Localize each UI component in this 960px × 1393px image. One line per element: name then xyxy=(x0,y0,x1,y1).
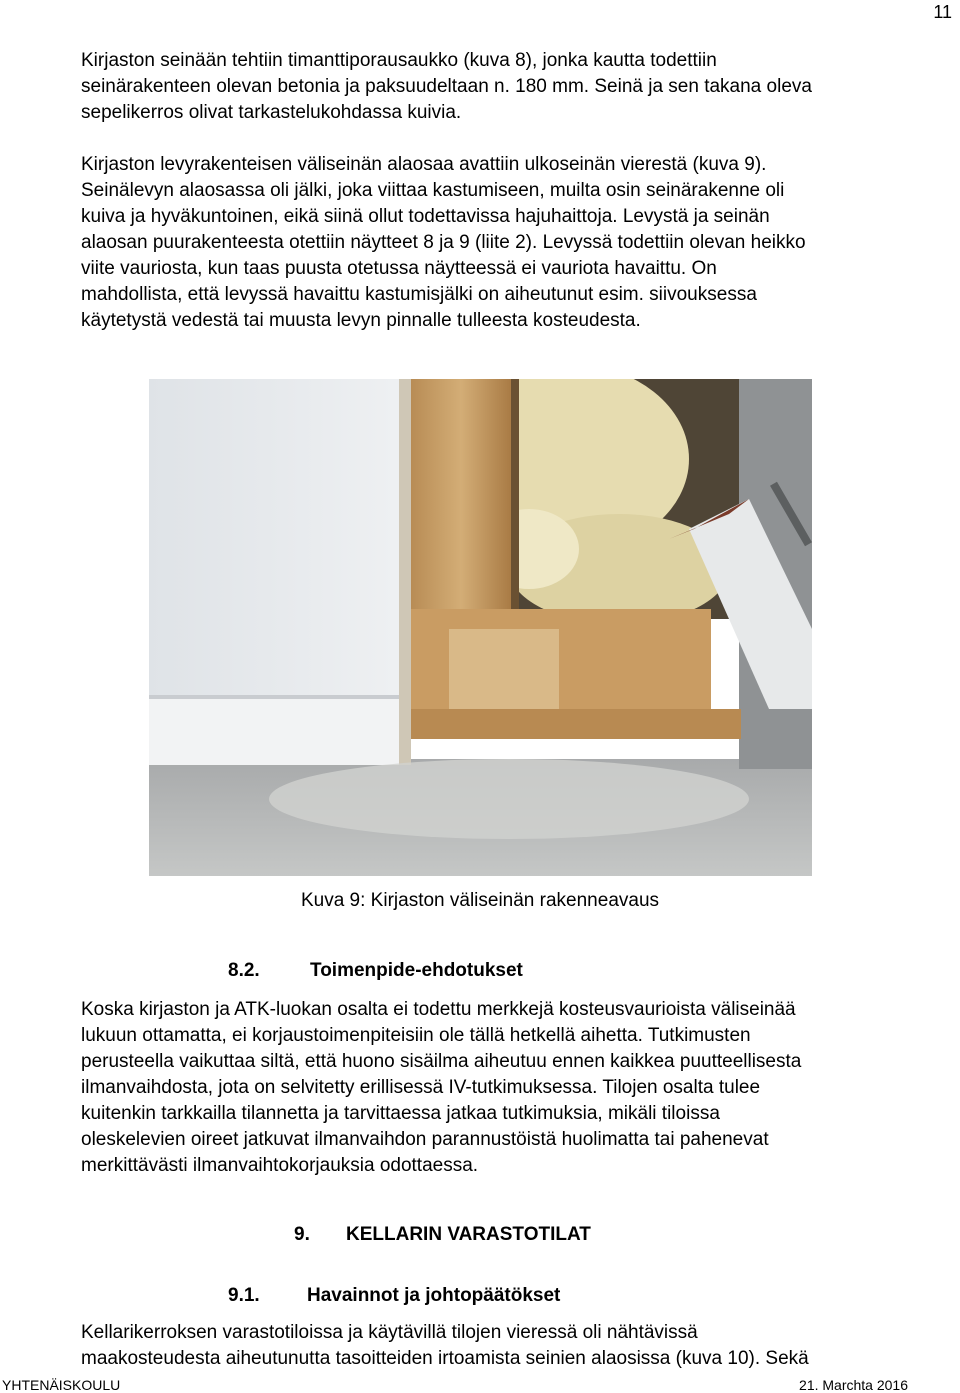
section-heading-9-1 xyxy=(228,1283,560,1309)
paragraph-line: lukuun ottamatta, ei korjaustoimenpiteisiin ole tällä hetkellä aihetta. Tutkimusten xyxy=(81,1025,751,1046)
section-heading-8-2 xyxy=(228,958,523,984)
paragraph-line: Koska kirjaston ja ATK-luokan osalta ei todettu merkkejä kosteusvaurioista väliseinää xyxy=(81,999,796,1020)
paragraph-line: Kellarikerroksen varastotiloissa ja käytävillä tilojen vieressä oli nähtävissä xyxy=(81,1322,698,1343)
paragraph-line: Kirjaston levyrakenteisen väliseinän alaosaa avattiin ulkoseinän vierestä (kuva 9). xyxy=(81,154,767,175)
paragraph-line: merkittävästi ilmanvaihtokorjauksia odottaessa. xyxy=(81,1155,479,1176)
paragraph-line: ilmanvaihdosta, jota on selvitetty erillisessä IV-tutkimuksessa. Tilojen osalta tulee xyxy=(81,1077,761,1098)
section-title: Toimenpide-ehdotukset xyxy=(310,960,523,981)
paragraph-recommendations xyxy=(81,997,951,1179)
paragraph-line: kuiva ja hyväkuntoinen, eikä siinä ollut todettavissa hajuhaittoja. Levystä ja seinän xyxy=(81,206,770,227)
page-number: 11 xyxy=(933,2,952,22)
footer-school-name: YHTENÄISKOULU xyxy=(2,1377,121,1393)
section-number: 8.2. xyxy=(228,960,260,981)
paragraph-line: alaosan puurakenteesta otettiin näytteet 8 ja 9 (liite 2). Levyssä todettiin olevan heikko xyxy=(81,232,806,253)
paragraph-line: Seinälevyn alaosassa oli jälki, joka viittaa kastumiseen, muilta osin seinärakenne oli xyxy=(81,180,785,201)
paragraph-drill-hole xyxy=(81,48,951,126)
paragraph-line: käytetystä vedestä tai muusta levyn pinnalle tulleesta kosteudesta. xyxy=(81,310,641,331)
paragraph-line: oleskelevien oireet jatkuvat ilmanvaihdon parannustöistä huolimatta tai pahenevat xyxy=(81,1129,769,1150)
paragraph-line: kuitenkin tarkkailla tilannetta ja tarvittaessa jatkaa tutkimuksia, mikäli tiloissa xyxy=(81,1103,720,1124)
paragraph-line: seinärakenteen olevan betonia ja paksuudeltaan n. 180 mm. Seinä ja sen takana oleva xyxy=(81,76,812,97)
paragraph-wall-opening xyxy=(81,152,951,334)
section-title: Havainnot ja johtopäätökset xyxy=(307,1285,561,1306)
section-title: KELLARIN VARASTOTILAT xyxy=(346,1224,591,1245)
paragraph-line: sepelikerros olivat tarkastelukohdassa kuivia. xyxy=(81,102,462,123)
section-number: 9.1. xyxy=(228,1285,260,1306)
paragraph-line: perusteella vaikuttaa siltä, että huono sisäilma aiheutuu ennen kaikkea puutteellisesta xyxy=(81,1051,802,1072)
paragraph-basement xyxy=(81,1320,951,1372)
section-number: 9. xyxy=(294,1224,310,1245)
figure-caption: Kuva 9: Kirjaston väliseinän rakenneavaus xyxy=(300,890,660,911)
footer-date: 21. Marchta 2016 xyxy=(799,1377,908,1393)
paragraph-line: viite vauriosta, kun taas puusta otetussa näytteessä ei vauriota havaittu. On xyxy=(81,258,717,279)
paragraph-line: maakosteudesta aiheutunutta tasoitteiden irtoamista seinien alaosissa (kuva 10). Sekä xyxy=(81,1348,809,1369)
paragraph-line: Kirjaston seinään tehtiin timanttiporausaukko (kuva 8), jonka kautta todettiin xyxy=(81,50,717,71)
section-heading-9 xyxy=(294,1222,591,1248)
wall-opening-photo xyxy=(149,379,812,876)
paragraph-line: mahdollista, että levyssä havaittu kastumisjälki on aiheutunut esim. siivouksessa xyxy=(81,284,757,305)
